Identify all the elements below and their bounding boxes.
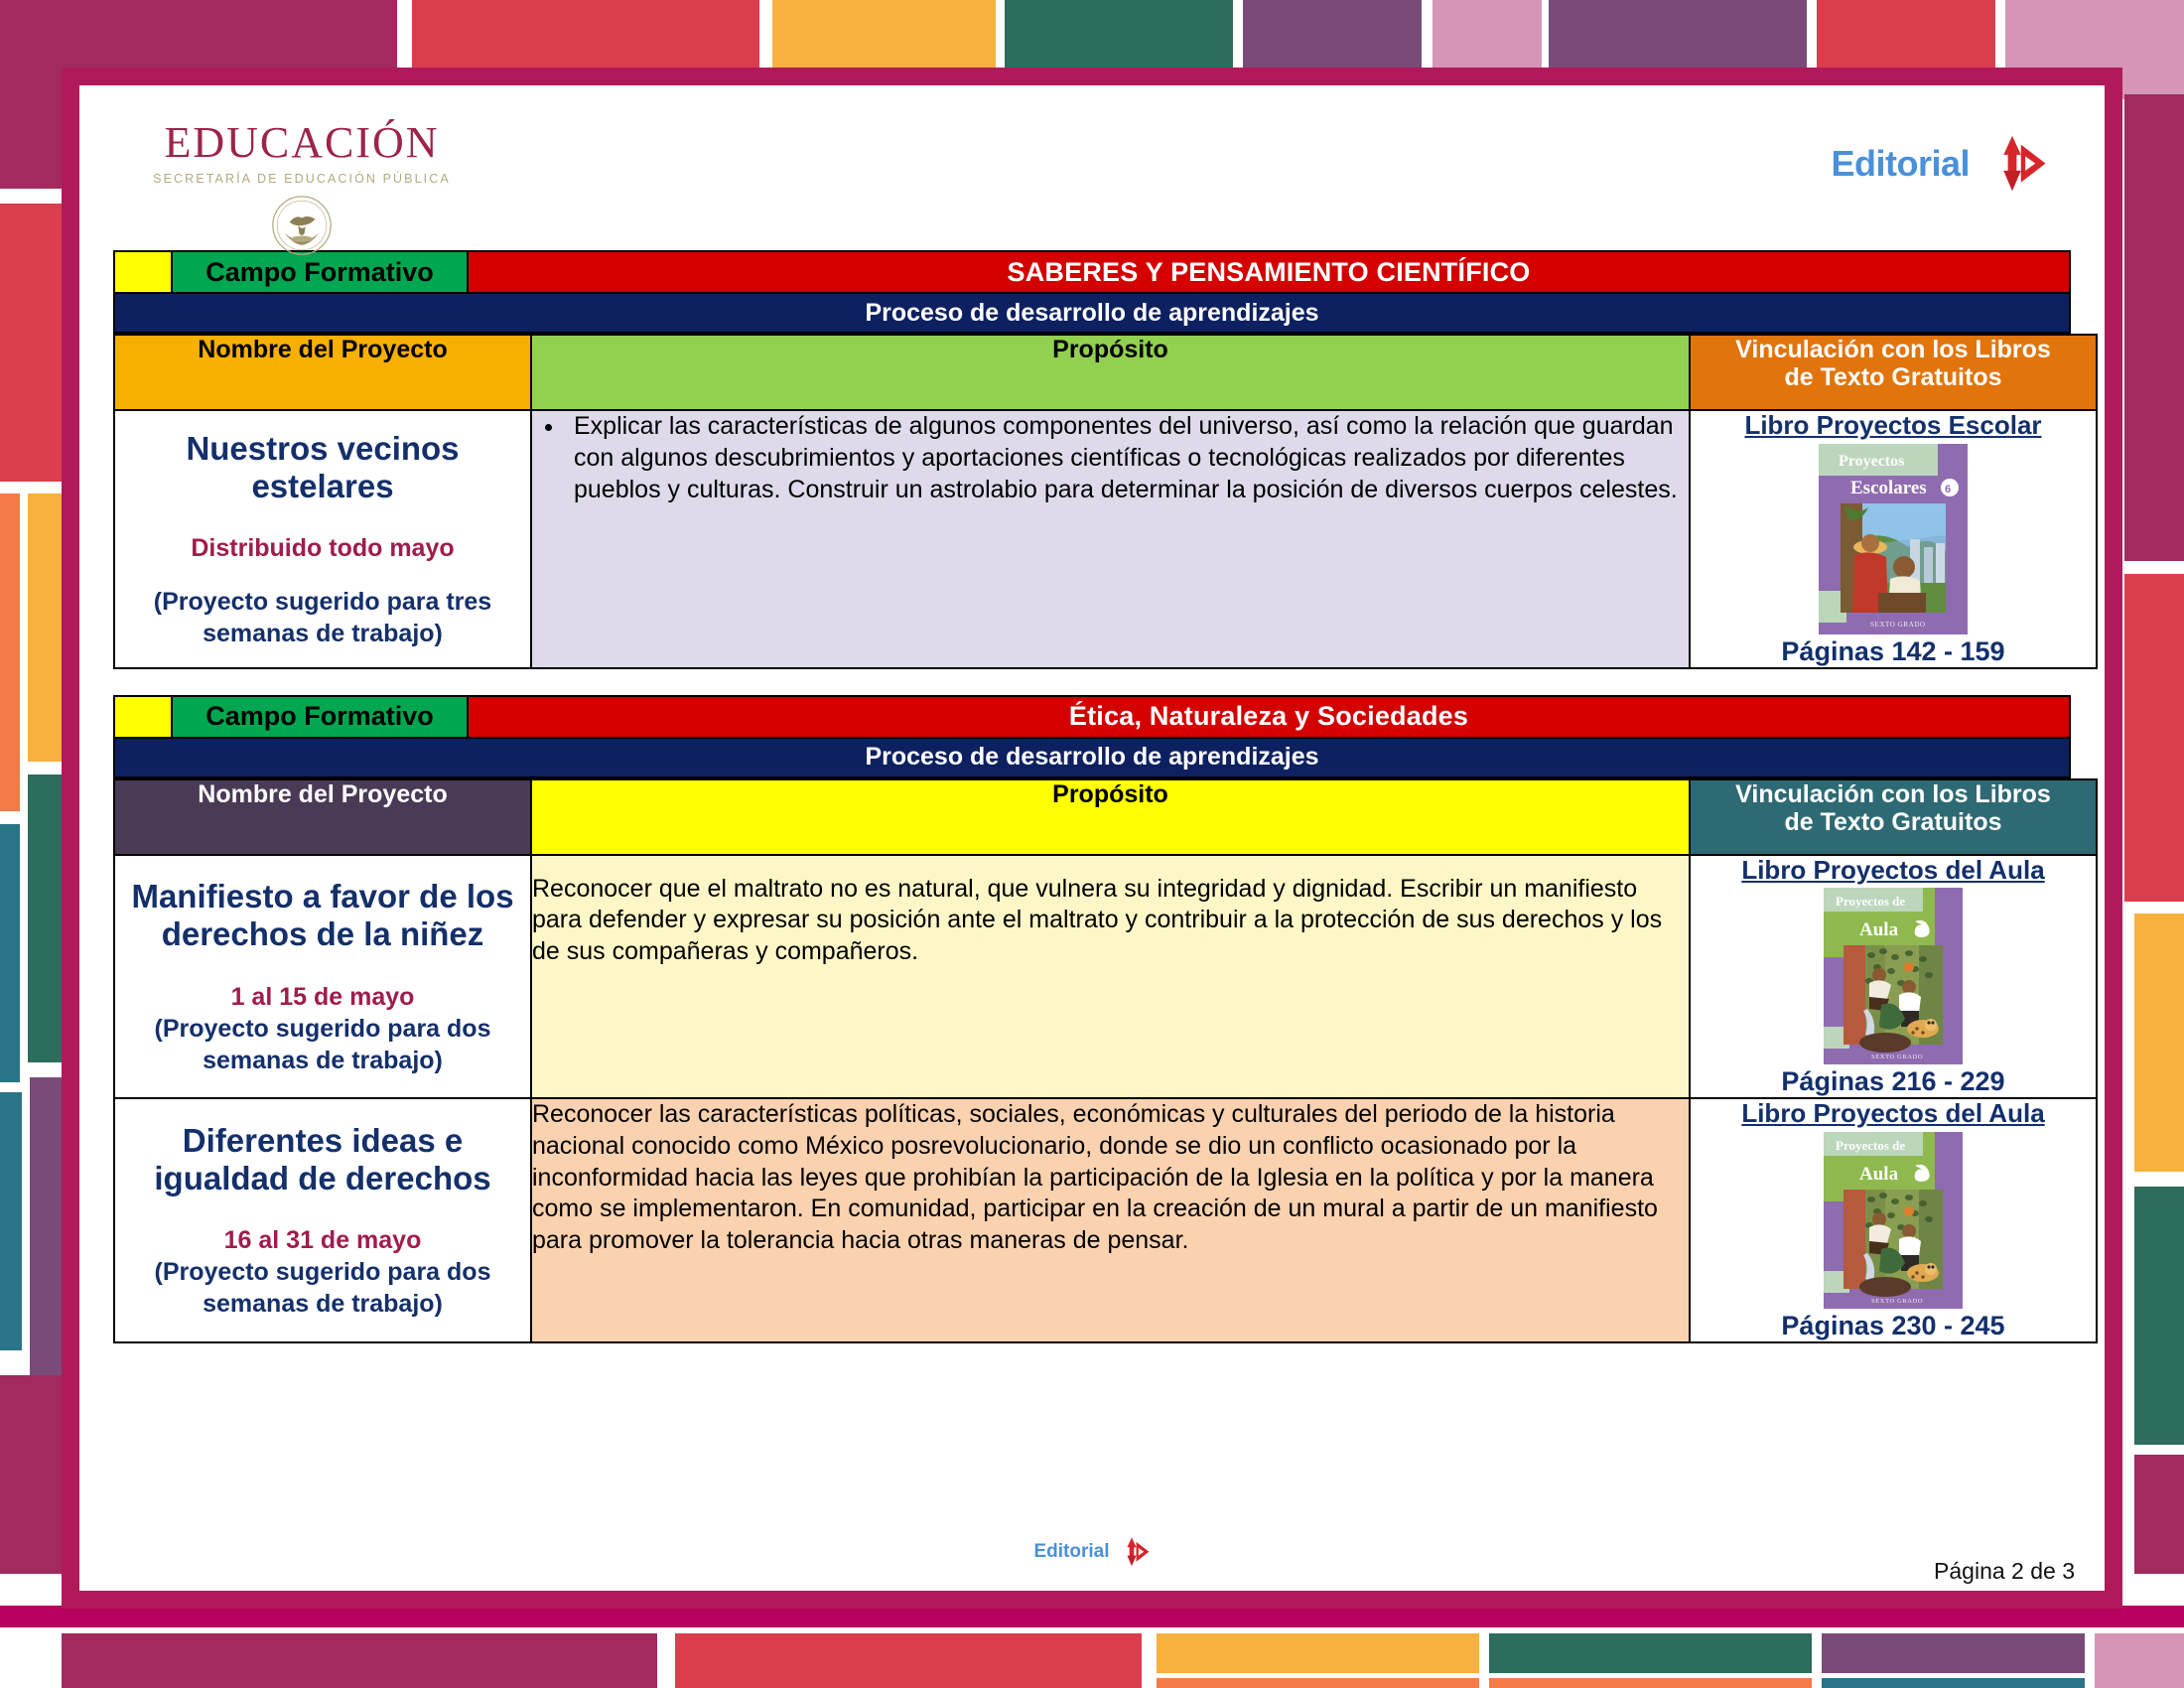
deco-block	[1157, 1633, 1479, 1673]
document-header	[113, 111, 2071, 250]
book-cover-title-1: Proyectos de	[1836, 894, 1906, 910]
table-row	[114, 410, 2097, 668]
deco-block	[2134, 1187, 2184, 1445]
md-arrow-logo-icon	[1976, 133, 2049, 195]
proposito-text: • Explicar las características de algunos componentes del universo, así como la relación que guardan con algunos descubrimientos y aportaciones científicas o tecnológicas realizados por diferentes pueblos y culturas. Construir un astrolabio para determinar la posición de diversos cuerpos celestes.	[566, 411, 1689, 505]
proceso-desarrollo-bar-1: Proceso de desarrollo de aprendizajes	[113, 294, 2071, 334]
project-note-line-1: (Proyecto sugerido para dos	[154, 1258, 491, 1287]
proposito-list	[532, 411, 1689, 505]
book-cover-grade: SEXTO GRADO	[1871, 1054, 1924, 1061]
page-indicator: Página 2 de 3	[1934, 1558, 2075, 1584]
book-pages: Páginas 230 - 245	[1781, 1310, 2005, 1340]
project-title: Manifiesto a favor de los derechos de la niñez	[131, 878, 514, 953]
table-header-row	[114, 779, 2097, 855]
project-title: Diferentes ideas e igualdad de derechos	[154, 1121, 491, 1196]
book-cover-wrapper	[1691, 444, 2096, 634]
proposito-cell	[531, 1098, 1690, 1342]
book-pages: Páginas 142 - 159	[1781, 635, 2005, 666]
footer-editorial-wordmark: Editorial	[1033, 1541, 1110, 1562]
mexican-coat-of-arms-seal-icon	[271, 195, 333, 256]
book-cover-escolares-image	[1819, 444, 1968, 634]
campo-formativo-yellow-marker	[113, 695, 171, 739]
project-note-line-2: semanas de trabajo)	[203, 620, 443, 648]
book-cover-title-2: Aula	[1859, 919, 1899, 941]
svg-text:6: 6	[1945, 483, 1952, 495]
project-name-cell	[114, 410, 531, 668]
sep-subtitle: SECRETARÍA DE EDUCACIÓN PÚBLICA	[153, 172, 451, 186]
projects-table-2	[113, 778, 2098, 1343]
table-row	[114, 855, 2097, 1099]
deco-block	[1489, 1633, 1812, 1673]
deco-block	[2124, 94, 2184, 561]
vinculacion-line-1: Vinculación con los Libros	[1735, 336, 2051, 363]
book-cover-grade: SEXTO GRADO	[1871, 1297, 1924, 1305]
deco-block	[2134, 1455, 2184, 1574]
book-cover-aula-image	[1824, 888, 1963, 1064]
proceso-desarrollo-bar-2: Proceso de desarrollo de aprendizajes	[113, 739, 2071, 778]
deco-block	[1489, 1678, 1812, 1688]
column-header-proposito: Propósito	[531, 779, 1690, 855]
campo-formativo-value-1: SABERES Y PENSAMIENTO CIENTÍFICO	[469, 250, 2071, 294]
table-gap-spacer	[113, 669, 2071, 695]
book-link[interactable]: Libro Proyectos del Aula	[1741, 1098, 2045, 1129]
campo-formativo-label: Campo Formativo	[171, 250, 469, 294]
campo-formativo-label: Campo Formativo	[171, 695, 469, 739]
deco-block	[0, 1606, 2184, 1627]
editorial-md-logo	[1831, 133, 2049, 195]
campo-formativo-value-2: Ética, Naturaleza y Sociedades	[469, 695, 2071, 739]
book-cover-title-2: Aula	[1859, 1163, 1899, 1185]
deco-block	[0, 1092, 22, 1350]
deco-block	[62, 1633, 657, 1688]
project-dates: Distribuido todo mayo	[191, 534, 455, 563]
proposito-cell	[531, 410, 1690, 668]
vinculacion-cell	[1690, 855, 2097, 1099]
project-dates: 16 al 31 de mayo	[223, 1226, 422, 1255]
project-name-cell	[114, 1098, 531, 1342]
campo-formativo-bar	[113, 695, 2071, 739]
projects-table-1	[113, 334, 2098, 669]
book-cover-title-1: Proyectos	[1839, 452, 1905, 470]
book-pages: Páginas 216 - 229	[1781, 1066, 2005, 1097]
vinculacion-line-2: de Texto Gratuitos	[1784, 807, 2002, 836]
column-header-nombre-proyecto: Nombre del Proyecto	[114, 335, 531, 410]
md-arrow-logo-icon	[1113, 1535, 1151, 1569]
deco-block	[1822, 1678, 2085, 1688]
project-name-cell	[114, 855, 531, 1099]
deco-block	[2095, 1633, 2184, 1688]
document-panel	[62, 68, 2122, 1609]
column-header-nombre-proyecto: Nombre del Proyecto	[114, 779, 531, 855]
deco-block	[2134, 914, 2184, 1172]
project-note-line-2: semanas de trabajo)	[203, 1046, 443, 1074]
vinculacion-line-1: Vinculación con los Libros	[1735, 779, 2051, 808]
proposito-text: Reconocer que el maltrato no es natural, que vulnera su integridad y dignidad. Escribir un manifiesto para defender y expresar su posición ante el maltrato y contribuir a la protección de sus derechos y los de sus compañeras y compañeros.	[532, 874, 1663, 966]
book-cover-grade: SEXTO GRADO	[1870, 620, 1926, 629]
book-cover-wrapper	[1691, 888, 2096, 1064]
editorial-wordmark: Editorial	[1831, 143, 1970, 184]
document-content	[79, 85, 2105, 1591]
deco-block	[0, 824, 20, 1082]
sep-logo	[143, 118, 461, 261]
project-note-line-1: (Proyecto sugerido para tres	[153, 588, 492, 617]
vinculacion-cell	[1690, 410, 2097, 668]
vinculacion-line-2: de Texto Gratuitos	[1784, 363, 2002, 391]
deco-block	[675, 1633, 1142, 1688]
proposito-text: Reconocer las características políticas, sociales, económicas y culturales del periodo de la historia nacional conocido como México posrevolucionario, donde se dio un conflicto ocasionado por la inconformidad hacia las leyes que prohibían la participación de la Iglesia en la política y por la manera como se implementaron. En comunidad, participar en la creación de un mural a partir de un manifiesto para promover la tolerancia hacia otras maneras de pensar.	[532, 1100, 1658, 1255]
deco-block	[1822, 1633, 2085, 1673]
footer-editorial-md-logo	[1033, 1535, 1150, 1569]
project-title: Nuestros vecinos estelares	[186, 429, 460, 504]
book-cover-wrapper	[1691, 1132, 2096, 1309]
sep-title: EDUCACIÓN	[164, 118, 440, 167]
table-row	[114, 1098, 2097, 1342]
column-header-vinculacion	[1690, 335, 2097, 410]
deco-block	[2124, 574, 2184, 902]
table-group-1	[113, 250, 2071, 669]
book-link[interactable]: Libro Proyectos del Aula	[1741, 854, 2045, 885]
book-cover-aula-image	[1824, 1132, 1963, 1309]
column-header-proposito: Propósito	[531, 335, 1690, 410]
table-header-row	[114, 335, 2097, 410]
project-dates: 1 al 15 de mayo	[230, 982, 415, 1011]
book-cover-title-1: Proyectos de	[1836, 1137, 1906, 1153]
document-footer	[113, 1523, 2071, 1581]
deco-block	[1157, 1678, 1479, 1688]
proposito-cell	[531, 855, 1690, 1099]
column-header-vinculacion	[1690, 779, 2097, 855]
project-note-line-1: (Proyecto sugerido para dos	[154, 1014, 491, 1043]
book-cover-title-2: Escolares	[1850, 477, 1927, 498]
book-link[interactable]: Libro Proyectos Escolar	[1744, 410, 2042, 440]
deco-block	[0, 493, 20, 811]
table-group-2	[113, 695, 2071, 1343]
project-note-line-2: semanas de trabajo)	[203, 1290, 443, 1319]
vinculacion-cell	[1690, 1098, 2097, 1342]
